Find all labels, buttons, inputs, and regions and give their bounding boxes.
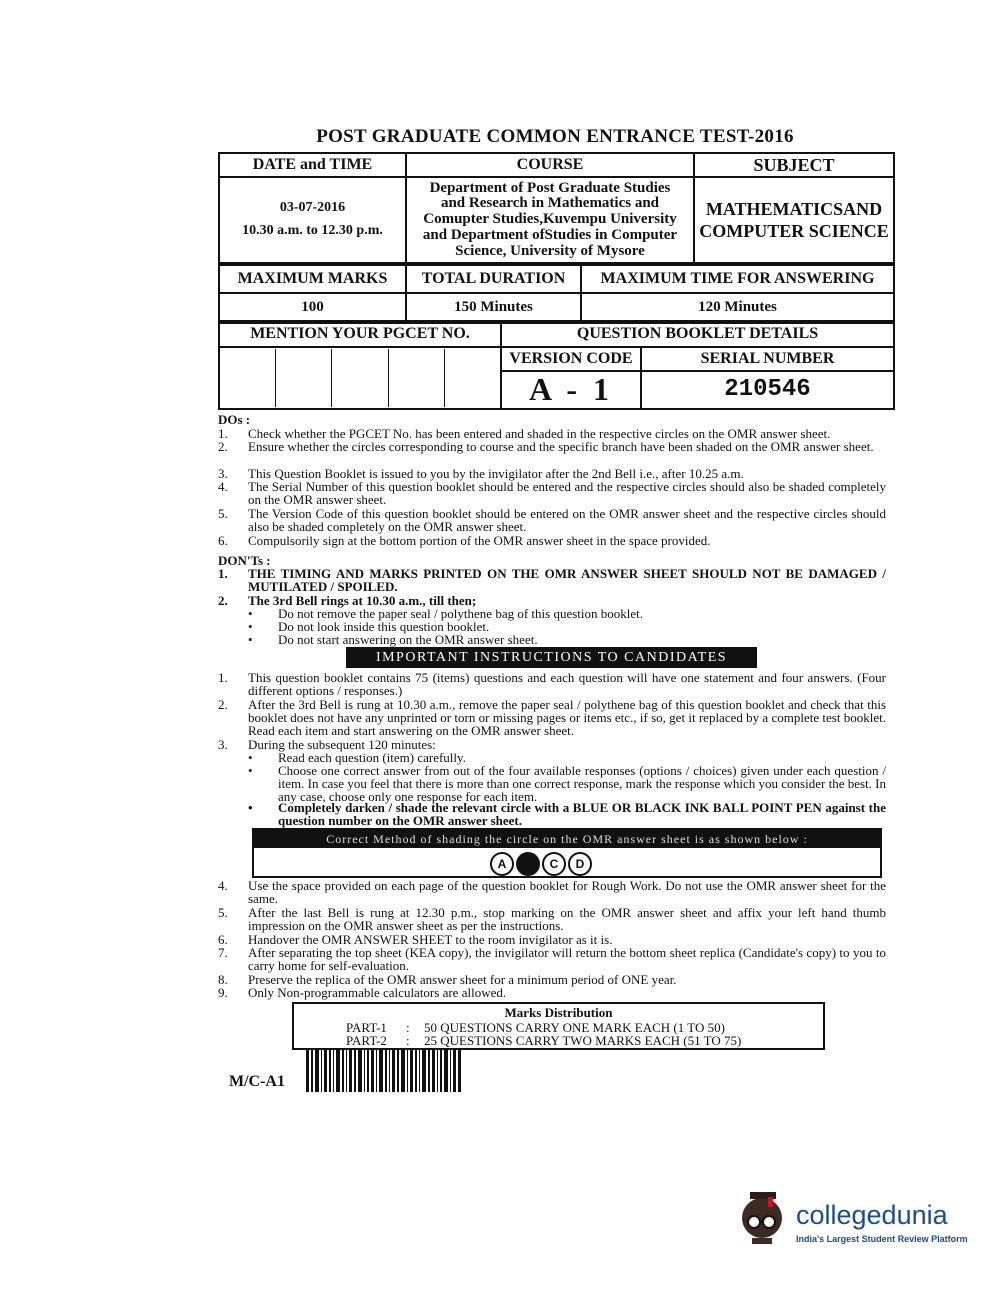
course-cell: [406, 177, 694, 263]
max-time-value: 120 Minutes: [581, 293, 894, 323]
marks-duration-table: [218, 264, 895, 324]
pgcet-number-boxes[interactable]: [219, 347, 501, 409]
part-text: 25 QUESTIONS CARRY TWO MARKS EACH (51 TO 75): [424, 1033, 742, 1048]
instruction-bullet: • Completely darken / shade the relevant circle with a BLUE OR BLACK INK BALL POINT PEN against the question number on the OMR answer sheet.: [248, 800, 886, 828]
donts-bullet: • Do not remove the paper seal / polythene bag of this question booklet.: [248, 606, 643, 621]
donts-bullet: • Do not start answering on the OMR answer sheet.: [248, 632, 538, 647]
instruction-item: 2. After the 3rd Bell is rung at 10.30 a.m., remove the paper seal / polythene bag of this question booklet and check that this booklet does not have any unprinted or torn or missing pages or items etc., if so, get it replaced by a complete test booklet. Read each item and start answering on the OMR answer sheet.: [218, 697, 886, 738]
dos-item: [218, 534, 886, 547]
digit-box[interactable]: [332, 349, 388, 407]
item-number: 1.: [218, 426, 228, 441]
omr-shading-example: [252, 828, 882, 878]
omr-circle-c: C: [542, 852, 566, 876]
instruction-bullet: • Choose one correct answer from out of the four available responses (options / choices) given under each question / item. In case you feel that there is more than one correct response, mark the response which you consider the best. In any case, choose only one response for each item.: [248, 763, 886, 804]
course-line: and Research in Mathematics and: [440, 195, 660, 212]
serial-number-value: 210546: [641, 371, 894, 409]
digit-box[interactable]: [220, 349, 276, 407]
max-marks-value: 100: [219, 293, 406, 323]
barcode: [306, 1050, 462, 1092]
exam-time: 10.30 a.m. to 12.30 p.m.: [242, 223, 383, 238]
subject-cell: [694, 177, 894, 263]
omr-caption: Correct Method of shading the circle on the OMR answer sheet is as shown below :: [254, 830, 880, 848]
item-text: THE TIMING AND MARKS PRINTED ON THE OMR ANSWER SHEET SHOULD NOT BE DAMAGED / MUTILATED / SPOILED.: [248, 566, 886, 594]
course-label: COURSE: [406, 153, 694, 177]
part-label: PART-1: [346, 1020, 387, 1035]
item-text: Compulsorily sign at the bottom portion of the OMR answer sheet in the space provided.: [248, 533, 711, 548]
part-label: PART-2: [346, 1033, 387, 1048]
exam-date: 03-07-2016: [279, 200, 346, 216]
instruction-item: 6. Handover the OMR ANSWER SHEET to the room invigilator as it is.: [218, 932, 613, 947]
item-number: 2.: [218, 439, 228, 454]
brand-name: collegedunia: [796, 1200, 948, 1230]
omr-circle-d: D: [568, 852, 592, 876]
instruction-item: 7. After separating the top sheet (KEA copy), the invigilator will return the bottom sheet replica (Candidate's copy) to you to carry home for self-evaluation.: [218, 945, 886, 973]
course-line: Comupter Studies,Kuvempu University: [423, 211, 677, 228]
instruction-item: 1. This question booklet contains 75 (items) questions and each question will have one statement and four answers. (Four different options / responses.): [218, 670, 886, 698]
omr-circle-a: A: [490, 852, 514, 876]
version-code-value: A - 1: [501, 371, 641, 409]
subject-label: SUBJECT: [694, 153, 894, 177]
dos-item: [218, 440, 886, 466]
dos-item: [218, 480, 886, 506]
item-number: 4.: [218, 479, 228, 494]
page-title: POST GRADUATE COMMON ENTRANCE TEST-2016: [316, 126, 794, 147]
course-line: and Department ofStudies in Computer: [422, 226, 678, 243]
booklet-details-label: QUESTION BOOKLET DETAILS: [501, 321, 894, 347]
item-text: The 3rd Bell rings at 10.30 a.m., till then;: [248, 593, 477, 608]
marks-distribution-box: Marks Distribution PART-1 : 50 QUESTIONS CARRY ONE MARK EACH (1 TO 50) PART-2 : 25 QUESTIONS CARRY TWO MARKS EACH (51 TO 75): [292, 1002, 825, 1050]
pgcet-label: MENTION YOUR PGCET NO.: [219, 321, 501, 347]
subject-line: COMPUTER SCIENCE: [699, 220, 889, 241]
item-text: This Question Booklet is issued to you by the invigilator after the 2nd Bell i.e., after 10.25 a.m.: [248, 466, 744, 481]
serial-number-label: SERIAL NUMBER: [641, 347, 894, 371]
donts-bullet: • Do not look inside this question booklet.: [248, 619, 490, 634]
instruction-item: 9. Only Non-programmable calculators are allowed.: [218, 985, 507, 1000]
dos-item: [218, 507, 886, 533]
omr-circle-b-filled: [516, 852, 540, 876]
subject-line: MATHEMATICSAND: [705, 198, 883, 219]
date-time-label: DATE and TIME: [219, 153, 406, 177]
digit-box[interactable]: [276, 349, 332, 407]
total-duration-label: TOTAL DURATION: [406, 265, 581, 293]
max-time-label: MAXIMUM TIME FOR ANSWERING: [581, 265, 894, 293]
item-number: 5.: [218, 506, 228, 521]
donts-heading: DON'Ts :: [218, 553, 271, 568]
course-line: Science, University of Mysore: [455, 242, 645, 259]
exam-header-table: [218, 152, 895, 264]
digit-box[interactable]: [445, 349, 500, 407]
course-line: Department of Post Graduate Studies: [429, 179, 671, 196]
marks-distribution-heading: Marks Distribution: [504, 1005, 613, 1020]
important-instructions-heading: IMPORTANT INSTRUCTIONS TO CANDIDATES: [346, 647, 757, 668]
instruction-bullet: • Read each question (item) carefully.: [248, 750, 466, 765]
instruction-item: 4. Use the space provided on each page of the question booklet for Rough Work. Do not use the OMR answer sheet for the same.: [218, 878, 886, 906]
item-number: 3.: [218, 466, 228, 481]
instruction-item: 8. Preserve the replica of the OMR answer sheet for a minimum period of ONE year.: [218, 972, 677, 987]
item-text: Check whether the PGCET No. has been entered and shaded in the respective circles on the OMR answer sheet.: [248, 426, 831, 441]
instruction-item: 3. During the subsequent 120 minutes:: [218, 737, 436, 752]
item-number: 6.: [218, 533, 228, 548]
max-marks-label: MAXIMUM MARKS: [219, 265, 406, 293]
total-duration-value: 150 Minutes: [406, 293, 581, 323]
donts-item: 2. The 3rd Bell rings at 10.30 a.m., till then;: [218, 594, 886, 607]
collegedunia-logo-icon: [738, 1188, 794, 1250]
footer-code: M/C-A1: [229, 1073, 285, 1090]
dos-heading: DOs :: [218, 412, 251, 427]
part-text: 50 QUESTIONS CARRY ONE MARK EACH (1 TO 50): [424, 1020, 725, 1035]
instruction-item: 5. After the last Bell is rung at 12.30 p.m., stop marking on the OMR answer sheet and affix your left hand thumb impression on the OMR answer sheet as per the instructions.: [218, 905, 886, 933]
item-text: The Serial Number of this question booklet should be entered and the respective circles should also be shaded completely on the OMR answer sheet.: [248, 479, 886, 507]
donts-item: 1. THE TIMING AND MARKS PRINTED ON THE OMR ANSWER SHEET SHOULD NOT BE DAMAGED / MUTILATED / SPOILED.: [218, 566, 886, 594]
item-text: The Version Code of this question booklet should be entered on the OMR answer sheet and the respective circles should also be shaded completely on the OMR answer sheet.: [248, 506, 886, 534]
date-time-cell: [219, 177, 406, 263]
version-code-label: VERSION CODE: [501, 347, 641, 371]
digit-box[interactable]: [389, 349, 445, 407]
item-text: Ensure whether the circles corresponding to course and the specific branch have been shaded on the OMR answer sheet.: [248, 439, 874, 454]
brand-tagline: India's Largest Student Review Platform: [796, 1234, 968, 1244]
pgcet-booklet-table: [218, 320, 895, 410]
